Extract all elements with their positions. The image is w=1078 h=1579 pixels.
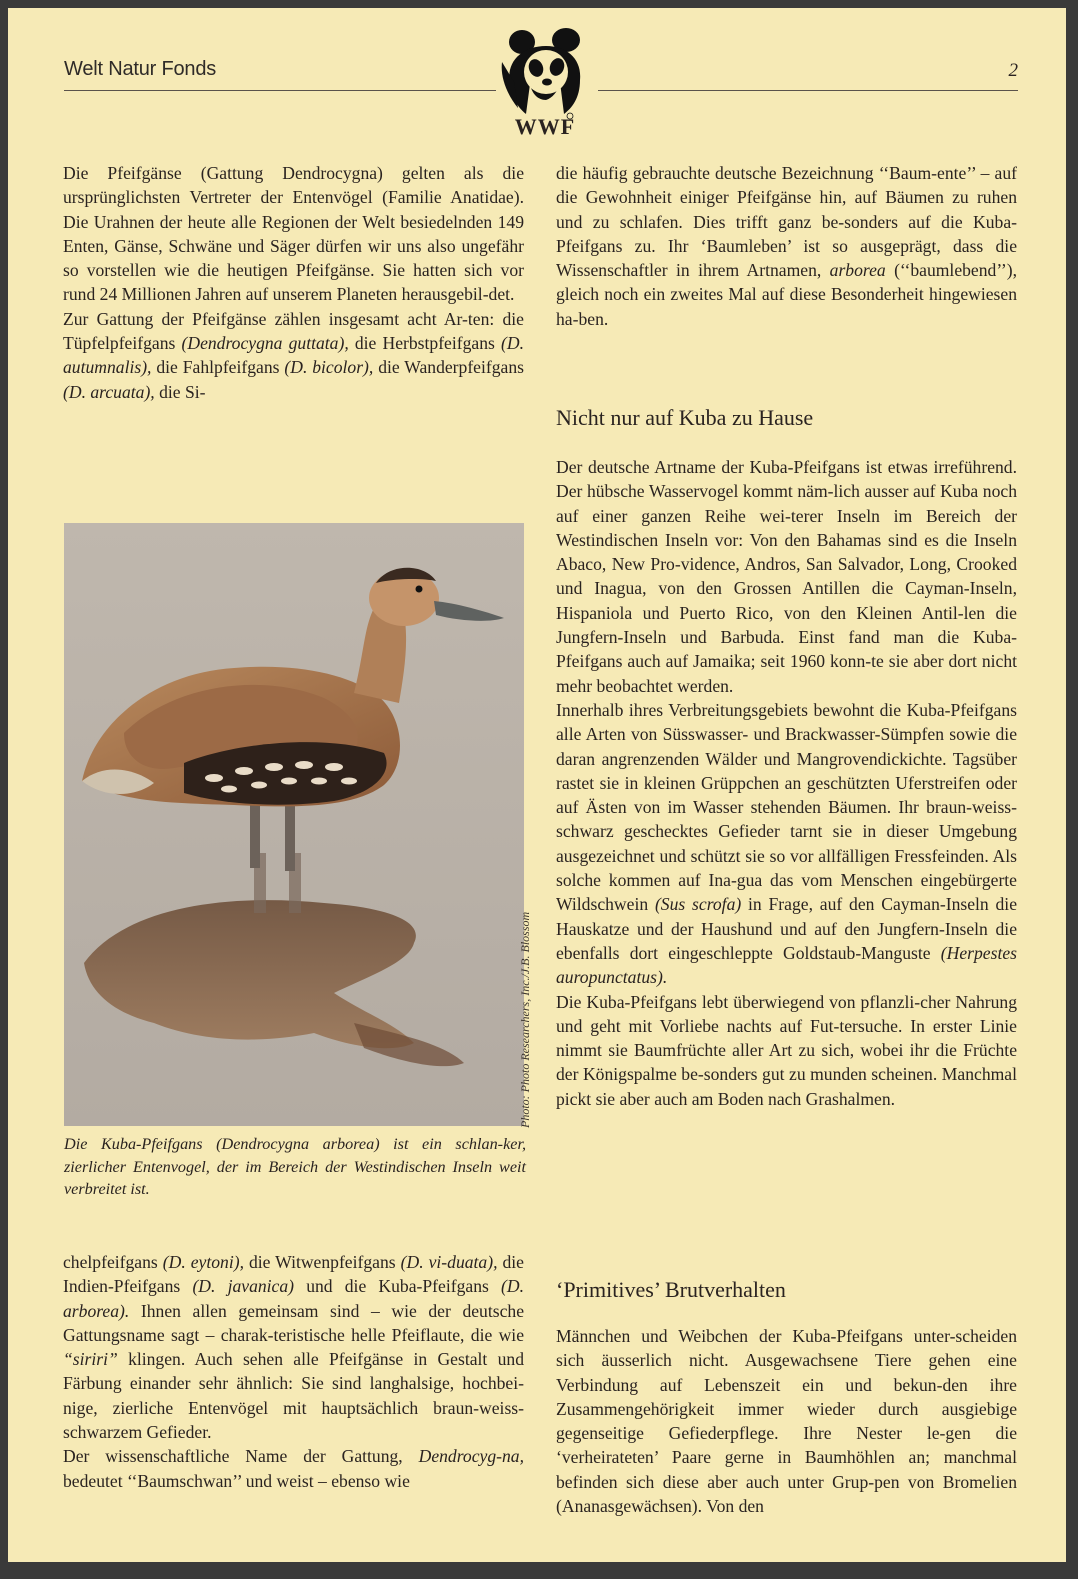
text-run: chelpfeifgans xyxy=(63,1252,163,1272)
call-sound: “siriri” xyxy=(63,1349,118,1370)
paragraph xyxy=(63,1444,524,1493)
species-name: (D. vi-duata), xyxy=(400,1252,498,1272)
right-column-top xyxy=(556,161,1017,331)
paragraph xyxy=(63,1250,524,1444)
genus-name: Dendrocyg-na, xyxy=(418,1446,524,1467)
paragraph xyxy=(556,161,1017,331)
text-run: die Si- xyxy=(154,381,206,402)
species-name: (Dendrocygna guttata), xyxy=(181,333,349,354)
header-rule-right xyxy=(598,90,1018,91)
text-run: Zur Gattung der Pfeifgänse zählen insgesamt acht Ar-ten: die Tüpfelpfeifgans xyxy=(63,308,524,354)
left-column-bottom xyxy=(63,1250,524,1493)
right-column-middle xyxy=(556,455,1017,1111)
header-rule-left xyxy=(64,90,496,91)
document-page xyxy=(8,8,1066,1562)
species-name: (Sus scrofa) xyxy=(654,894,742,915)
paragraph-species xyxy=(63,307,524,404)
photo-credit: Photo: Photo Researchers, Inc./J.B. Blossom xyxy=(518,911,532,1128)
text-run: Der wissenschaftliche Name der Gattung, xyxy=(63,1446,419,1467)
text-run: die Indien-Pfeifgans xyxy=(63,1252,524,1297)
text-run: in Frage, auf den Cayman-Inseln die Hauskatze und der Haushund und auf den Jungfern-Inseln die ebenfalls dort eingeschleppte Goldstaub-Manguste xyxy=(556,894,1018,963)
species-name: (D. autumnalis), xyxy=(63,333,524,378)
whistling-duck-image xyxy=(64,523,524,1126)
species-name: (D. arborea). xyxy=(63,1276,524,1321)
text-run: Ihnen allen gemeinsam sind – wie der deutsche Gattungsname sagt – charak-teristische helle Pfeiflaute, die wie xyxy=(63,1300,524,1345)
text-run: die Wanderpfeifgans xyxy=(373,357,524,378)
text-run: die Witwenpfeifgans xyxy=(243,1252,401,1272)
duck-photo xyxy=(64,523,524,1126)
text-run: bedeutet ‘‘Baumschwan’’ und weist – ebenso wie xyxy=(63,1470,410,1491)
left-column-top xyxy=(63,161,524,404)
paragraph: Die Pfeifgänse (Gattung Dendrocygna) gelten als die ursprünglichsten Vertreter der Entenvögel (Familie Anatidae). Die Urahnen der heute alle Regionen der Welt besiedelnden 149 Enten, Gänse, Schwäne und Säger dürfen wir uns also ungefähr so vorstellen wie die heutigen Pfeifgänse. Sie hatten sich vor rund 24 Millionen Jahren auf unserem Planeten herausgebil-det. xyxy=(63,163,524,305)
section-heading-kuba: Nicht nur auf Kuba zu Hause xyxy=(556,405,814,430)
paragraph: Der deutsche Artname der Kuba-Pfeifgans ist etwas irreführend. Der hübsche Wasservogel kommt näm-lich ausser auf Kuba noch auf einer ganzen Reihe wei-terer Inseln im Bereich der Westindischen Inseln vor: Von den Bahamas sind es die Inseln Abaco, New Pro-vidence, Andros, San Salvador, Long, Crooked und Inagua, von den Grossen Antillen die Cayman-Inseln, Hispaniola und Puerto Rico, von den Kleinen Antil-len die Jungfern-Inseln und Barbuda. Einst fand man die Kuba-Pfeifgans auch auf Jamaika; seit 1960 konn-te sie aber dort nicht mehr beobachtet werden. xyxy=(556,457,1017,696)
text-run: die Herbstpfeifgans xyxy=(348,333,502,354)
paragraph: Die Kuba-Pfeifgans lebt überwiegend von pflanzli-cher Nahrung und geht mit Vorliebe nachts auf Fut-tersuche. In erster Linie nimmt sie Baumfrüchte aller Art zu sich, wobei ihr die Früchte der Königspalme be-sonders gut zu munden scheinen. Manchmal pickt sie aber auch am Boden nach Grashalmen. xyxy=(556,991,1017,1109)
species-name: (D. javanica) xyxy=(192,1276,295,1297)
wwf-logo-text: WWF xyxy=(514,114,576,139)
species-name: arborea xyxy=(829,260,886,281)
text-run: Innerhalb ihres Verbreitungsgebiets bewohnt die Kuba-Pfeifgans alle Arten von Süsswasser- und Brackwasser-Sümpfen sowie die daran angrenzenden Wälder und Mangrovendickichte. Tagsüber rastet sie in kleinen Grüppchen an geschützten Uferstreifen oder auf Ästen von im Wasser stehenden Bäumen. Ihr braun-weiss-schwarz geschecktes Gefieder tarnt sie in dieser Umgebung ausgezeichnet und schützt sie so vor allfälligen Fressfeinden. Als solche kommen auf Ina-gua das vom Menschen eingebürgerte Wildschwein xyxy=(556,699,1017,915)
right-column-bottom xyxy=(556,1324,1017,1518)
paragraph: Männchen und Weibchen der Kuba-Pfeifgans unter-scheiden sich äusserlich nicht. Ausgewachsene Tiere gehen eine Verbindung auf Lebenszeit ein und bekun-den ihre Zusammengehörigkeit immer wieder durch ausgiebige gegenseitige Gefiederpflege. Ihre Nester le-gen die ‘verheirateten’ Paare gerne in Baumhöhlen an; manchmal befinden sich diese aber auch unter Grup-pen von Bromelien (Ananasgewächsen). Von den xyxy=(556,1326,1017,1517)
species-name: (D. bicolor), xyxy=(284,357,374,378)
org-name: Welt Natur Fonds xyxy=(64,58,217,80)
species-name: (Herpestes auropunctatus). xyxy=(556,942,1017,988)
text-run: die Fahlpfeifgans xyxy=(151,357,285,378)
paragraph xyxy=(556,698,1017,990)
text-run: die häufig gebrauchte deutsche Bezeichnung ‘‘Baum-ente’’ – auf die Gewohnheit einiger Pfeifgänse hin, auf Bäumen zu ruhen und zu schlafen. Dies trifft ganz be-sonders auf die Kuba-Pfeifgans zu. Ihr ‘Baumleben’ ist so ausgeprägt, dass die Wissenschaftler in ihrem Artnamen, xyxy=(556,163,1017,281)
text-run: (‘‘baumlebend’’), gleich noch ein zweites Mal auf diese Besonderheit hingewiesen ha-ben. xyxy=(556,260,1017,329)
text-run: klingen. Auch sehen alle Pfeifgänse in Gestalt und Färbung einander sehr ähnlich: Sie sind langhalsige, hochbei-nige, zierliche Entenvögel mit hauptsächlich braun-weiss-schwarzem Gefieder. xyxy=(63,1349,524,1443)
text-run: und die Kuba-Pfeifgans xyxy=(294,1276,502,1297)
species-name: (D. arcuata), xyxy=(63,381,155,402)
section-heading-brutverhalten: ‘Primitives’ Brutverhalten xyxy=(556,1277,786,1302)
page-number: 2 xyxy=(1008,60,1018,81)
panda-icon xyxy=(500,22,590,122)
photo-caption: Die Kuba-Pfeifgans (Dendrocygna arborea) ist ein schlan-ker, zierlicher Entenvogel, der im Bereich der Westindischen Inseln weit verbreitet ist. xyxy=(64,1135,526,1198)
species-name: (D. eytoni), xyxy=(162,1252,244,1272)
